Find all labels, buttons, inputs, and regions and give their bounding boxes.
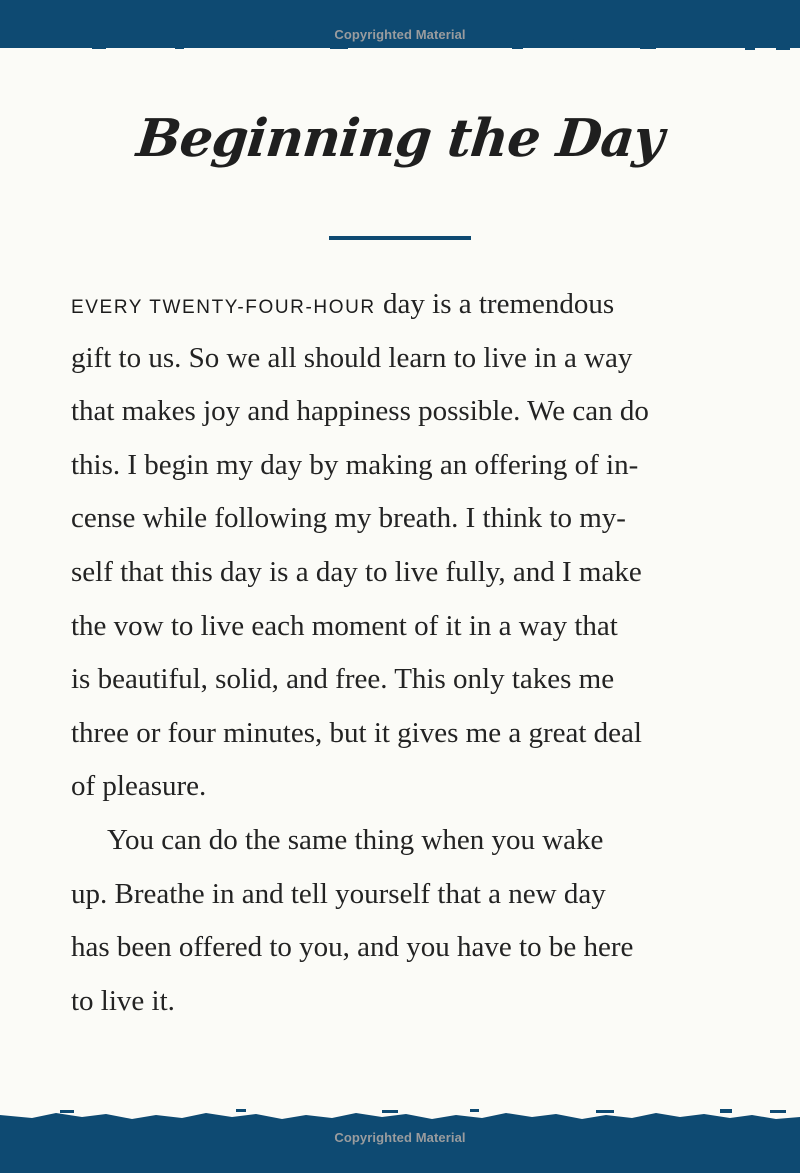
- title-underline-rule: [329, 236, 471, 240]
- text-line: that makes joy and happiness possible. We can do: [71, 395, 649, 428]
- text-line: three or four minutes, but it gives me a great deal: [71, 716, 642, 749]
- copyright-watermark-top: Copyrighted Material: [334, 27, 466, 42]
- text-line: gift to us. So we all should learn to live in a way: [71, 341, 633, 374]
- lead-in-smallcaps: EVERY TWENTY-FOUR-HOUR: [71, 297, 376, 318]
- text-line: has been offered to you, and you have to be here: [71, 931, 634, 964]
- text-line: cense while following my breath. I think to my-: [71, 502, 626, 535]
- text-line: to live it.: [71, 984, 175, 1017]
- text-line: self that this day is a day to live fully, and I make: [71, 555, 642, 588]
- text-line: of pleasure.: [71, 770, 207, 803]
- text-line: this. I begin my day by making an offering of in-: [71, 448, 639, 481]
- body-text: [71, 278, 731, 1028]
- text-line: the vow to live each moment of it in a way that: [71, 609, 618, 642]
- brush-edge-bottom: [0, 1108, 800, 1124]
- text-line: [71, 278, 731, 332]
- text-line-content: day is a tremendous: [375, 288, 615, 320]
- text-line: is beautiful, solid, and free. This only takes me: [71, 663, 615, 696]
- text-line-indented: You can do the same thing when you wake: [107, 823, 604, 856]
- copyright-watermark-bottom: Copyrighted Material: [334, 1130, 466, 1145]
- text-line: up. Breathe in and tell yourself that a new day: [71, 877, 606, 910]
- page-title: Beginning the Day: [133, 108, 667, 169]
